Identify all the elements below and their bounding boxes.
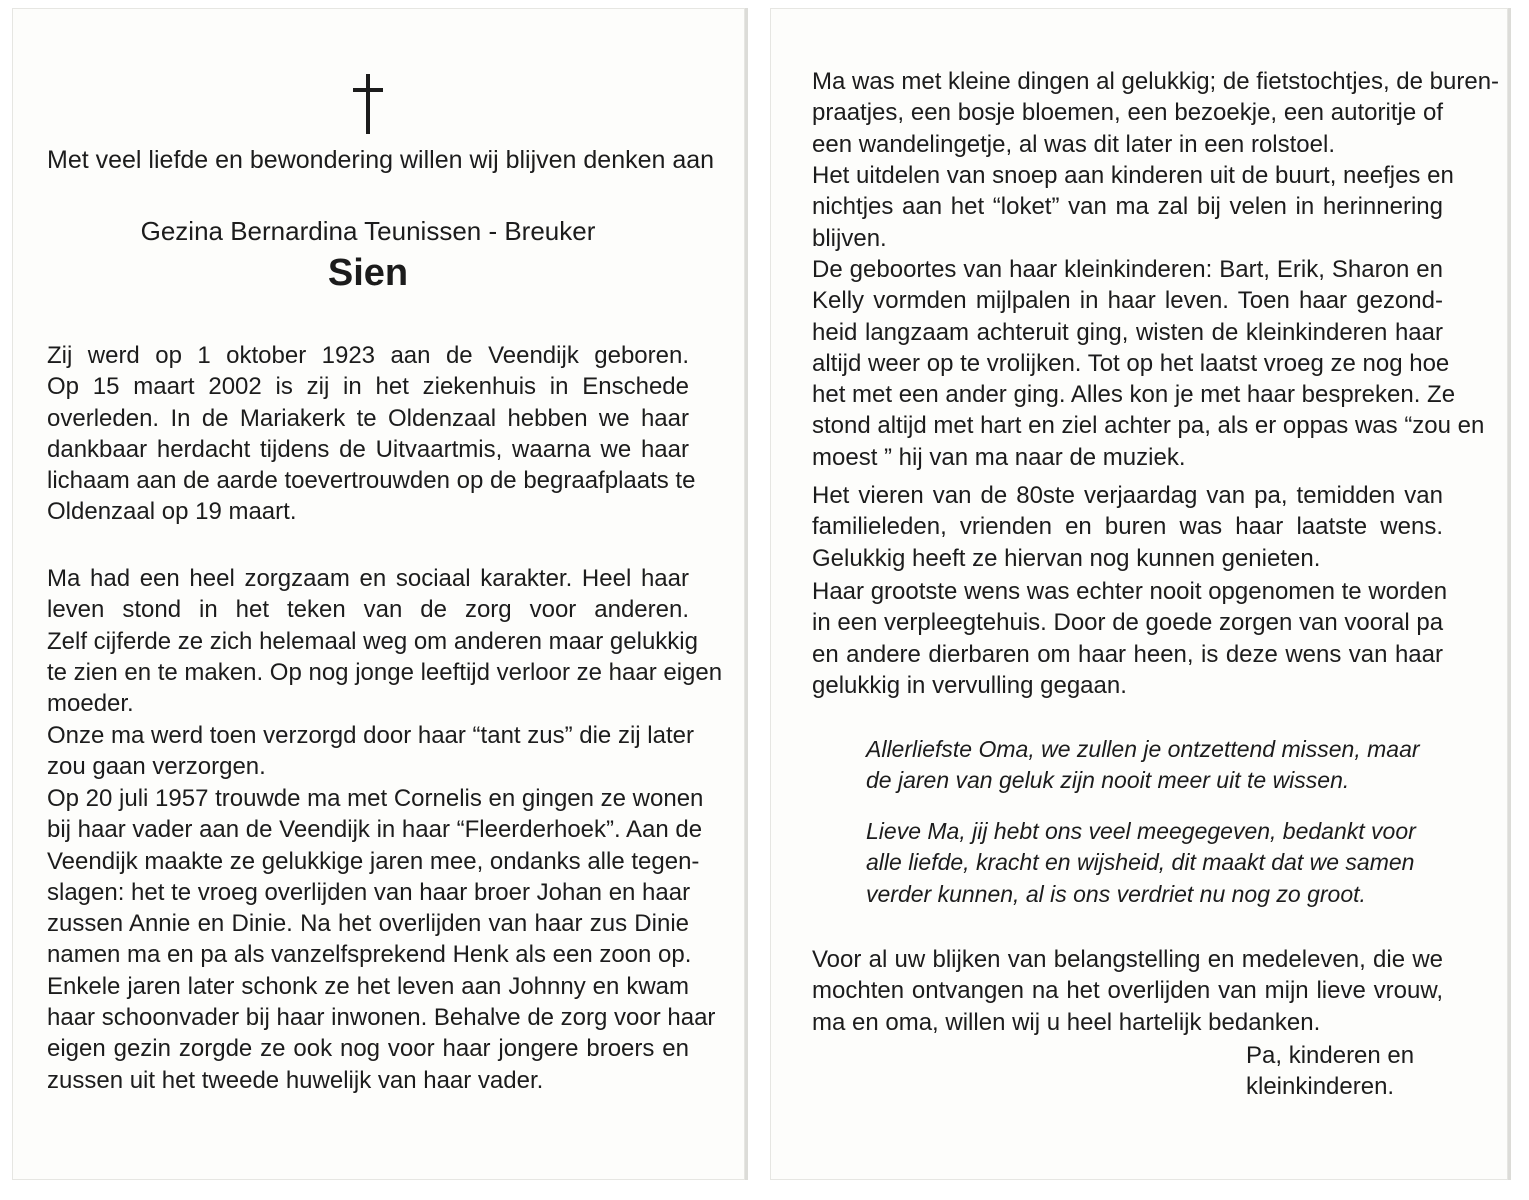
signature-line: kleinkinderen. [1246,1073,1395,1101]
text-line: mochten ontvangen na het overlijden van mijn lieve vrouw, [812,977,1443,1005]
text-line: Veendijk maakte ze gelukkige jaren mee, ondanks alle tegen- [47,847,700,875]
text-line: Enkele jaren later schonk ze het leven aan Johnny en kwam [47,972,689,1000]
text-line: en andere dierbaren om haar heen, is deze wens van haar [812,640,1443,668]
text-line: Zij werd op 1 oktober 1923 aan de Veendijk geboren. [47,342,689,369]
right-paragraph-3 [812,254,1485,473]
text-line: bij haar vader aan de Veendijk in haar “Fleerderhoek”. Aan de [47,816,703,844]
text-line: Zelf cijferde ze zich helemaal weg om anderen maar gelukkig [47,627,698,655]
text-line: dankbaar herdacht tijdens de Uitvaartmis, waarna we haar [47,435,689,463]
full-name: Gezina Bernardina Teunissen - Breuker [140,216,596,246]
text-line: in een verpleegtehuis. Door de goede zorgen van vooral pa [812,609,1444,637]
text-line: nichtjes aan het “loket” van ma zal bij velen in herinnering [812,193,1443,221]
text-line: haar schoonvader bij haar inwonen. Behalve de zorg voor haar [47,1004,716,1032]
quote-line: de jaren van geluk zijn nooit meer uit te wissen. [866,767,1350,794]
text-line: moest ” hij van ma naar de muziek. [812,443,1186,471]
text-line: overleden. In de Mariakerk te Oldenzaal hebben we haar [47,404,689,432]
text-line: te zien en te maken. Op nog jonge leeftijd verloor ze haar eigen [47,658,723,686]
left-paragraph-1 [47,340,696,528]
signature [1246,1040,1446,1103]
quote-line: Lieve Ma, jij hebt ons veel meegegeven, bedankt voor [866,818,1416,844]
text-line: Het vieren van de 80ste verjaardag van pa, temidden van [812,482,1443,509]
text-line: stond altijd met hart en ziel achter pa, als er oppas was “zou en [812,412,1485,440]
text-line: familieleden, vrienden en buren was haar laatste wens. [812,513,1443,541]
text-line: Op 15 maart 2002 is zij in het ziekenhuis in Enschede [47,373,689,401]
text-line: Kelly vormden mijlpalen in haar leven. Toen haar gezond- [812,287,1443,315]
text-line: Onze ma werd toen verzorgd door haar “tant zus” die zij later [47,722,694,749]
text-line: Het uitdelen van snoep aan kinderen uit de buurt, neefjes en [812,162,1454,189]
text-line: Op 20 juli 1957 trouwde ma met Cornelis en gingen ze wonen [47,785,704,812]
text-line: Oldenzaal op 19 maart. [47,498,297,526]
text-line: altijd weer op te vrolijken. Tot op het laatst vroeg ze nog hoe [812,349,1450,377]
text-line: een wandelingetje, al was dit later in een rolstoel. [812,130,1335,158]
text-line: namen ma en pa als vanzelfsprekend Henk als een zoon op. [47,941,692,969]
text-line: Haar grootste wens was echter nooit opgenomen te worden [812,578,1448,605]
text-line: blijven. [812,224,887,252]
text-line: Voor al uw blijken van belangstelling en medeleven, die we [812,946,1443,973]
quote-line: verder kunnen, al is ons verdriet nu nog zo groot. [866,880,1366,907]
intro-text: Met veel liefde en bewondering willen wij blijven denken aan [47,146,715,174]
text-line: lichaam aan de aarde toevertrouwden op de begraafplaats te [47,467,696,495]
text-line: gelukkig in vervulling gegaan. [812,671,1127,699]
right-paragraph-5 [812,576,1448,701]
left-paragraph-3 [47,720,694,783]
text-line: ma en oma, willen wij u heel hartelijk bedanken. [812,1008,1321,1036]
text-line: Ma was met kleine dingen al gelukkig; de fietstochtjes, de buren- [812,68,1500,95]
quote-oma [866,734,1420,797]
quote-line: Allerliefste Oma, we zullen je ontzettend missen, maar [866,736,1420,762]
nickname-title: Sien [327,252,409,294]
text-line: het met een ander ging. Alles kon je met haar bespreken. Ze [812,381,1456,409]
text-line: leven stond in het teken van de zorg voor anderen. [47,596,689,624]
left-paragraph-4 [47,783,716,1096]
text-line: heid langzaam achteruit ging, wisten de kleinkinderen haar [812,318,1443,346]
text-line: moeder. [47,690,134,718]
text-line: zou gaan verzorgen. [47,753,266,781]
quote-ma [866,816,1416,910]
text-line: Ma had een heel zorgzaam en sociaal karakter. Heel haar [47,565,689,592]
text-line: eigen gezin zorgde ze ook nog voor haar jongere broers en [47,1035,689,1063]
text-line: praatjes, een bosje bloemen, een bezoekje, een autoritje of [812,99,1443,127]
signature-line: Pa, kinderen en [1246,1042,1415,1069]
cross-icon [353,74,383,134]
right-paragraph-1 [812,66,1500,160]
text-line: zussen Annie en Dinie. Na het overlijden van haar zus Dinie [47,910,689,938]
thanks-paragraph [812,944,1443,1038]
right-paragraph-2 [812,160,1454,254]
quote-line: alle liefde, kracht en wijsheid, dit maakt dat we samen [866,849,1415,876]
right-paragraph-4 [812,480,1443,574]
left-paragraph-2 [47,563,723,719]
text-line: slagen: het te vroeg overlijden van haar broer Johan en haar [47,878,691,906]
text-line: De geboortes van haar kleinkinderen: Bart, Erik, Sharon en [812,256,1443,283]
text-line: Gelukkig heeft ze hiervan nog kunnen genieten. [812,544,1321,572]
text-line: zussen uit het tweede huwelijk van haar vader. [47,1066,544,1094]
